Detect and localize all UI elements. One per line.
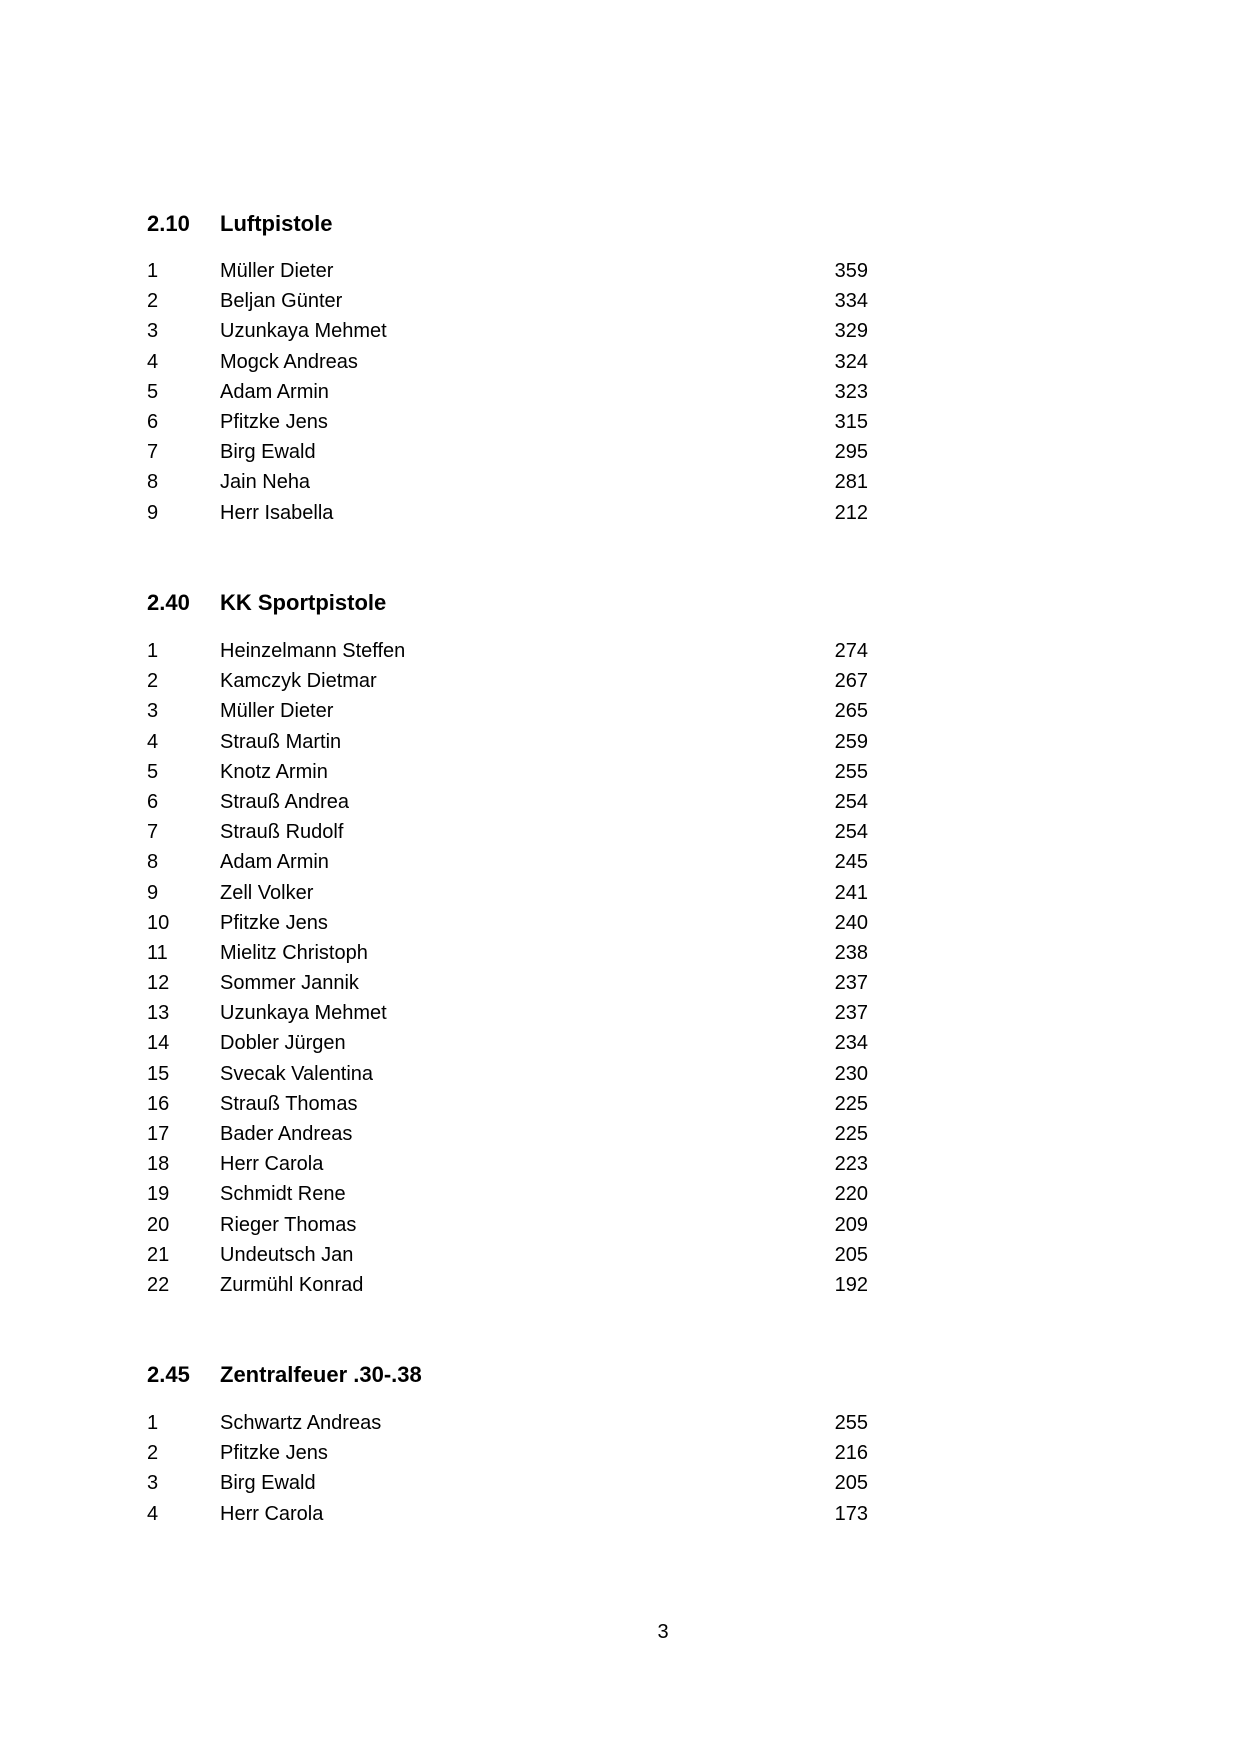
section-title: Zentralfeuer .30-.38	[220, 1362, 422, 1387]
score: 359	[834, 260, 868, 282]
rank: 3	[147, 700, 159, 723]
rank: 2	[147, 1442, 159, 1465]
rank: 21	[147, 1243, 170, 1266]
shooter-name: Herr Carola	[220, 1153, 324, 1176]
page-number: 3	[657, 1621, 669, 1643]
rank: 1	[147, 640, 159, 662]
result-row	[147, 938, 868, 968]
result-row	[147, 1059, 868, 1089]
score: 192	[834, 1273, 868, 1296]
section-zentralfeuer	[147, 1360, 868, 1529]
score: 234	[834, 1032, 868, 1055]
result-row	[147, 1468, 868, 1498]
rank: 1	[147, 1412, 159, 1434]
score: 334	[834, 290, 868, 313]
result-row	[147, 666, 868, 696]
score: 240	[834, 911, 868, 934]
rank: 14	[147, 1032, 170, 1055]
shooter-name: Rieger Thomas	[220, 1213, 357, 1236]
rank: 9	[147, 501, 159, 524]
result-row	[147, 256, 868, 286]
shooter-name: Beljan Günter	[220, 290, 343, 313]
result-row	[147, 968, 868, 998]
results-list	[147, 636, 868, 1300]
score: 295	[834, 441, 868, 464]
score: 205	[834, 1243, 868, 1266]
result-row	[147, 1408, 868, 1438]
score: 245	[834, 851, 868, 874]
shooter-name: Dobler Jürgen	[220, 1032, 346, 1055]
result-row	[147, 347, 868, 377]
rank: 18	[147, 1153, 170, 1176]
result-row	[147, 1240, 868, 1270]
section-title: Luftpistole	[220, 211, 333, 236]
rank: 6	[147, 790, 159, 813]
rank: 9	[147, 881, 159, 904]
shooter-name: Mogck Andreas	[220, 350, 358, 373]
score: 238	[834, 941, 868, 964]
shooter-name: Mielitz Christoph	[220, 941, 368, 964]
rank: 2	[147, 290, 159, 313]
shooter-name: Kamczyk Dietmar	[220, 670, 377, 693]
shooter-name: Birg Ewald	[220, 1472, 316, 1495]
rank: 13	[147, 1002, 170, 1025]
score: 255	[834, 760, 868, 783]
rank: 15	[147, 1062, 170, 1085]
result-row	[147, 727, 868, 757]
score: 173	[834, 1502, 868, 1525]
section-kk-sportpistole	[147, 588, 868, 1300]
rank: 3	[147, 1472, 159, 1495]
score: 216	[834, 1442, 868, 1465]
score: 323	[834, 380, 868, 403]
result-row	[147, 757, 868, 787]
shooter-name: Adam Armin	[220, 851, 329, 874]
section-number: 2.40	[147, 590, 190, 615]
section-header	[147, 588, 847, 618]
result-row	[147, 407, 868, 437]
shooter-name: Undeutsch Jan	[220, 1243, 354, 1266]
shooter-name: Müller Dieter	[220, 700, 334, 723]
result-row	[147, 1210, 868, 1240]
score: 241	[834, 881, 868, 904]
result-row	[147, 636, 868, 666]
shooter-name: Birg Ewald	[220, 441, 316, 464]
section-luftpistole	[147, 209, 868, 528]
score: 212	[834, 501, 868, 524]
shooter-name: Zell Volker	[220, 881, 314, 904]
rank: 7	[147, 441, 159, 464]
score: 237	[834, 1002, 868, 1025]
rank: 22	[147, 1273, 170, 1296]
score: 329	[834, 320, 868, 343]
shooter-name: Herr Carola	[220, 1502, 324, 1525]
shooter-name: Uzunkaya Mehmet	[220, 320, 387, 343]
rank: 11	[147, 941, 168, 964]
shooter-name: Strauß Rudolf	[220, 821, 344, 844]
rank: 10	[147, 911, 170, 934]
rank: 16	[147, 1092, 170, 1115]
result-row	[147, 1028, 868, 1058]
shooter-name: Bader Andreas	[220, 1123, 353, 1145]
result-row	[147, 1149, 868, 1179]
shooter-name: Strauß Thomas	[220, 1092, 358, 1115]
shooter-name: Zurmühl Konrad	[220, 1273, 364, 1296]
shooter-name: Adam Armin	[220, 380, 329, 403]
result-row	[147, 1179, 868, 1209]
shooter-name: Müller Dieter	[220, 260, 334, 282]
section-header	[147, 209, 847, 239]
rank: 8	[147, 851, 159, 874]
results-list	[147, 1408, 868, 1529]
score: 259	[834, 730, 868, 753]
result-row	[147, 1119, 868, 1149]
result-row	[147, 696, 868, 726]
result-row	[147, 847, 868, 877]
rank: 3	[147, 320, 159, 343]
shooter-name: Heinzelmann Steffen	[220, 640, 406, 662]
result-row	[147, 1499, 868, 1529]
result-row	[147, 878, 868, 908]
result-row	[147, 1270, 868, 1300]
shooter-name: Schmidt Rene	[220, 1183, 346, 1206]
score: 205	[834, 1472, 868, 1495]
rank: 6	[147, 410, 159, 433]
shooter-name: Strauß Martin	[220, 730, 342, 753]
rank: 20	[147, 1213, 170, 1236]
score: 223	[834, 1153, 868, 1176]
result-row	[147, 316, 868, 346]
score: 254	[834, 821, 868, 844]
rank: 4	[147, 1502, 159, 1525]
score: 315	[834, 410, 868, 433]
score: 254	[834, 790, 868, 813]
shooter-name: Knotz Armin	[220, 760, 328, 783]
score: 281	[834, 471, 868, 494]
shooter-name: Schwartz Andreas	[220, 1412, 382, 1434]
shooter-name: Uzunkaya Mehmet	[220, 1002, 387, 1025]
rank: 8	[147, 471, 159, 494]
shooter-name: Pfitzke Jens	[220, 1442, 328, 1465]
score: 274	[834, 640, 868, 662]
results-list	[147, 256, 868, 528]
rank: 17	[147, 1123, 170, 1145]
score: 265	[834, 700, 868, 723]
score: 230	[834, 1062, 868, 1085]
result-row	[147, 286, 868, 316]
result-row	[147, 1438, 868, 1468]
section-header	[147, 1360, 847, 1390]
rank: 19	[147, 1183, 170, 1206]
score: 237	[834, 972, 868, 995]
section-number: 2.10	[147, 211, 190, 236]
score: 255	[834, 1412, 868, 1434]
section-title: KK Sportpistole	[220, 590, 387, 615]
shooter-name: Sommer Jannik	[220, 972, 359, 995]
result-row	[147, 908, 868, 938]
score: 324	[834, 350, 868, 373]
shooter-name: Svecak Valentina	[220, 1062, 374, 1085]
result-row	[147, 1089, 868, 1119]
shooter-name: Pfitzke Jens	[220, 911, 328, 934]
shooter-name: Herr Isabella	[220, 501, 334, 524]
rank: 2	[147, 670, 159, 693]
result-row	[147, 437, 868, 467]
result-row	[147, 498, 868, 528]
score: 225	[834, 1092, 868, 1115]
rank: 4	[147, 730, 159, 753]
result-row	[147, 787, 868, 817]
result-row	[147, 998, 868, 1028]
shooter-name: Jain Neha	[220, 471, 311, 494]
rank: 5	[147, 380, 159, 403]
score: 209	[834, 1213, 868, 1236]
rank: 1	[147, 260, 159, 282]
result-row	[147, 377, 868, 407]
score: 220	[834, 1183, 868, 1206]
rank: 12	[147, 972, 170, 995]
rank: 5	[147, 760, 159, 783]
result-row	[147, 467, 868, 497]
shooter-name: Pfitzke Jens	[220, 410, 328, 433]
section-number: 2.45	[147, 1362, 190, 1387]
score: 225	[834, 1123, 868, 1145]
shooter-name: Strauß Andrea	[220, 790, 349, 813]
result-row	[147, 817, 868, 847]
score: 267	[834, 670, 868, 693]
rank: 4	[147, 350, 159, 373]
rank: 7	[147, 821, 159, 844]
